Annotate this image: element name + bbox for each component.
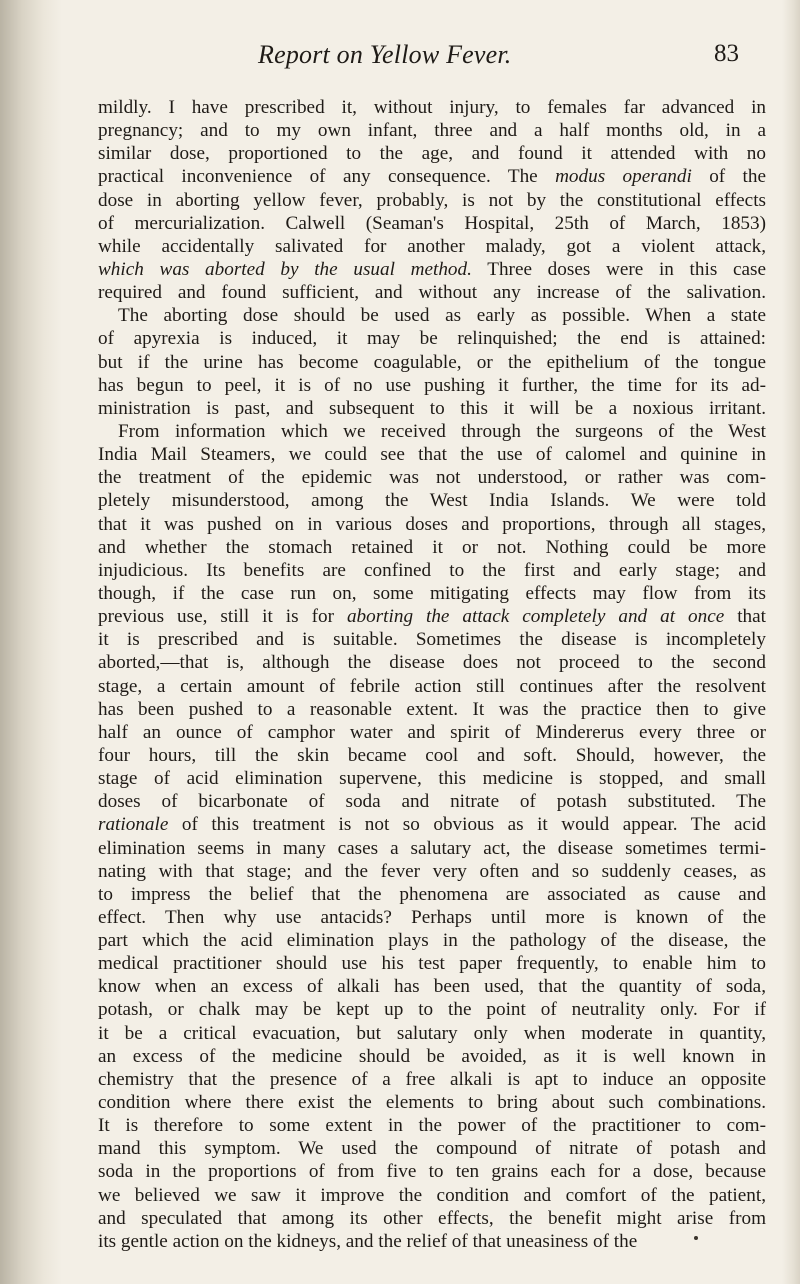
text-line: four hours, till the skin became cool and soft. Should, however, the [98,744,766,766]
text-line: From information which we received through the surgeons of the West [118,420,766,442]
text-line: we believed we saw it improve the condition and comfort of the patient, [98,1184,766,1206]
text-line: chemistry that the presence of a free alkali is apt to induce an opposite [98,1068,766,1090]
page-number: 83 [714,40,739,67]
text-line [98,605,766,628]
text-line: and whether the stomach retained it or not. Nothing could be more [98,536,766,558]
text-line: its gentle action on the kidneys, and the relief of that uneasiness of the [98,1230,638,1252]
text-line [98,165,766,188]
italic-phrase: rationale [98,814,169,836]
page-edge [782,0,800,1284]
text-line: aborted,—that is, although the disease does not proceed to the second [98,652,766,674]
text-line: of apyrexia is induced, it may be relinquished; the end is attained: [98,328,766,350]
binding-shadow [0,0,62,1284]
text-line: pregnancy; and to my own infant, three and a half months old, in a [98,120,766,142]
text-line: soda in the proportions of from five to ten grains each for a dose, because [98,1161,766,1183]
text-line: medical practitioner should use his test paper frequently, to enable him to [98,953,766,975]
text-line: it is prescribed and is suitable. Sometimes the disease is incompletely [98,629,766,651]
text-line: the treatment of the epidemic was not understood, or rather was com- [98,467,766,489]
text-line: elimination seems in many cases a salutary act, the disease sometimes termi- [98,837,766,859]
text-line: It is therefore to some extent in the power of the practitioner to com- [98,1115,766,1137]
running-header [0,40,800,80]
text-line [98,258,766,281]
text-line: nating with that stage; and the fever very often and so suddenly ceases, as [98,860,766,882]
text-line: India Mail Steamers, we could see that the use of calomel and quinine in [98,444,766,466]
text-line: ministration is past, and subsequent to this it will be a noxious irritant. [98,397,766,419]
text-line: but if the urine has become coagulable, or the epithelium of the tongue [98,351,766,373]
italic-phrase: modus operandi [555,166,692,188]
text-line: similar dose, proportioned to the age, and found it attended with no [98,143,766,165]
text-line: has been pushed to a reasonable extent. It was the practice then to give [98,698,766,720]
text-run: of the [691,166,766,188]
text-line: mand this symptom. We used the compound of nitrate of potash and [98,1138,766,1160]
ink-speck [694,1236,698,1240]
text-line: injudicious. Its benefits are confined to the first and early stage; and [98,559,766,581]
text-run: previous use, still it is for [98,606,347,628]
text-line: condition where there exist the elements to bring about such combinations. [98,1092,766,1114]
text-line: potash, or chalk may be kept up to the point of neutrality only. For if [98,999,766,1021]
text-line: stage, a certain amount of febrile action still continues after the resolvent [98,675,766,697]
text-line: of mercurialization. Calwell (Seaman's Hospital, 25th of March, 1853) [98,212,766,234]
text-line: it be a critical evacuation, but salutary only when moderate in quantity, [98,1022,766,1044]
text-run: of this treatment is not so obvious as it would appear. The acid [168,814,766,836]
text-run: that [724,606,766,628]
text-line: that it was pushed on in various doses and proportions, through all stages, [98,513,766,535]
text-line: an excess of the medicine should be avoided, as it is well known in [98,1045,766,1067]
text-line: while accidentally salivated for another malady, got a violent attack, [98,235,766,257]
text-line: pletely misunderstood, among the West India Islands. We were told [98,490,766,512]
text-line: to impress the belief that the phenomena are associated as cause and [98,883,766,905]
text-line: dose in aborting yellow fever, probably, is not by the constitutional effects [98,189,766,211]
text-line: stage of acid elimination supervene, this medicine is stopped, and small [98,768,766,790]
running-title: Report on Yellow Fever. [258,40,512,69]
italic-phrase: aborting the attack completely and at once [346,606,725,628]
text-run: practical inconvenience of any consequence. The [98,166,556,188]
text-line: part which the acid elimination plays in the pathology of the disease, the [98,930,766,952]
text-line: though, if the case run on, some mitigating effects may flow from its [98,582,766,604]
text-line: half an ounce of camphor water and spirit of Mindererus every three or [98,721,766,743]
text-line [98,813,766,836]
body-text [98,96,766,1253]
text-run: Three doses were in this case [471,258,766,280]
text-line: know when an excess of alkali has been used, that the quantity of soda, [98,976,766,998]
italic-phrase: which was aborted by the usual method. [98,258,472,280]
text-line: and speculated that among its other effects, the benefit might arise from [98,1207,766,1229]
text-line: doses of bicarbonate of soda and nitrate of potash substituted. The [98,791,766,813]
text-line: mildly. I have prescribed it, without injury, to females far advanced in [98,97,766,118]
text-line: required and found sufficient, and without any increase of the salivation. [98,282,766,304]
text-line: The aborting dose should be used as early as possible. When a state [118,305,766,327]
text-line: has begun to peel, it is of no use pushing it further, the time for its ad- [98,374,766,396]
text-line: effect. Then why use antacids? Perhaps until more is known of the [98,906,766,928]
